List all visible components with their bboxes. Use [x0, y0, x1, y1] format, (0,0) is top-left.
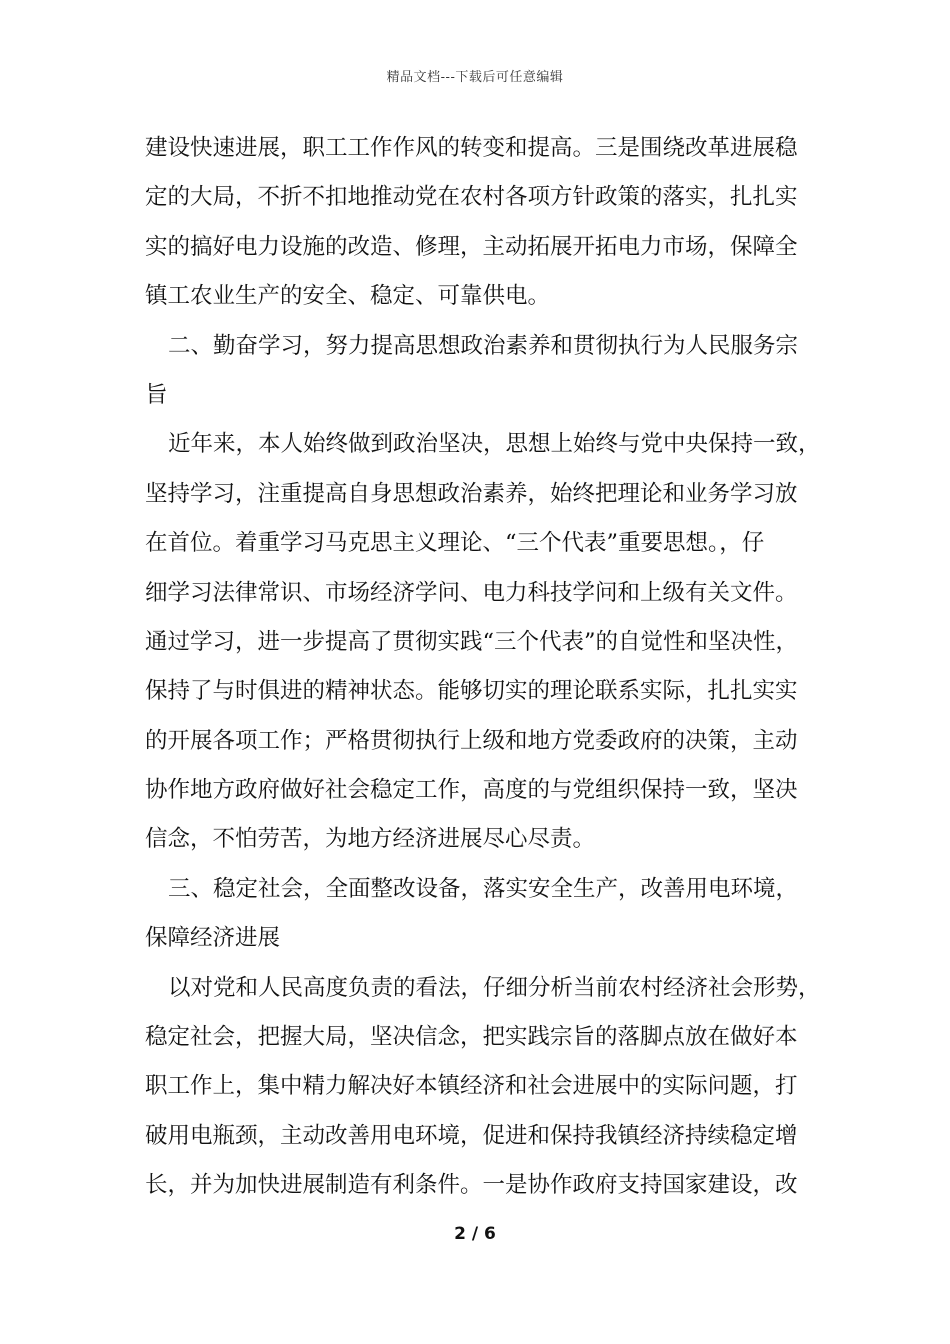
- text-line: 细学习法律常识、市场经济学问、电力科技学问和上级有关文件。: [145, 579, 798, 606]
- text-line: 信念，不怕劳苦，为地方经济进展尽心尽责。: [145, 826, 596, 853]
- text-line: 破用电瓶颈，主动改善用电环境，促进和保持我镇经济持续稳定增: [145, 1122, 798, 1149]
- text-line: 通过学习，进一步提高了贯彻实践“三个代表”的自觉性和坚决性，: [145, 628, 799, 655]
- text-line: 定的大局，不折不扣地推动党在农村各项方针政策的落实，扎扎实: [145, 184, 798, 211]
- text-line: 三、稳定社会，全面整改设备，落实安全生产，改善用电环境，: [168, 875, 799, 902]
- body-text: [145, 124, 825, 1211]
- text-line: 建设快速进展，职工工作作风的转变和提高。三是围绕改革进展稳: [145, 135, 798, 161]
- text-line: 二、勤奋学习，努力提高思想政治素养和贯彻执行为人民服务宗: [168, 332, 799, 359]
- text-line: 保持了与时俱进的精神状态。能够切实的理论联系实际，扎扎实实: [145, 678, 798, 705]
- page-number: 2 / 6: [454, 1224, 496, 1244]
- text-line: 实的搞好电力设施的改造、修理，主动拓展开拓电力市场，保障全: [145, 233, 798, 260]
- text-line: 在首位。着重学习马克思主义理论、“三个代表”重要思想。，仔: [145, 530, 765, 557]
- text-line: 旨: [145, 381, 168, 408]
- text-line: 镇工农业生产的安全、稳定、可靠供电。: [145, 283, 551, 310]
- text-line: 近年来，本人始终做到政治坚决，思想上始终与党中央保持一致，: [168, 431, 821, 458]
- text-line: 坚持学习，注重提高自身思想政治素养，始终把理论和业务学习放: [145, 480, 798, 507]
- text-line: 协作地方政府做好社会稳定工作，高度的与党组织保持一致，坚决: [145, 777, 798, 804]
- text-line: 的开展各项工作；严格贯彻执行上级和地方党委政府的决策，主动: [145, 727, 798, 754]
- text-line: 以对党和人民高度负责的看法，仔细分析当前农村经济社会形势，: [168, 974, 821, 1001]
- text-line: 职工作上，集中精力解决好本镇经济和社会进展中的实际问题，打: [145, 1073, 798, 1100]
- text-line: 保障经济进展: [145, 925, 281, 952]
- text-line: 稳定社会，把握大局，坚决信念，把实践宗旨的落脚点放在做好本: [145, 1024, 798, 1051]
- text-line: 长，并为加快进展制造有利条件。一是协作政府支持国家建设，改: [145, 1172, 798, 1199]
- page-header: 精品文档---下载后可任意编辑: [386, 70, 564, 85]
